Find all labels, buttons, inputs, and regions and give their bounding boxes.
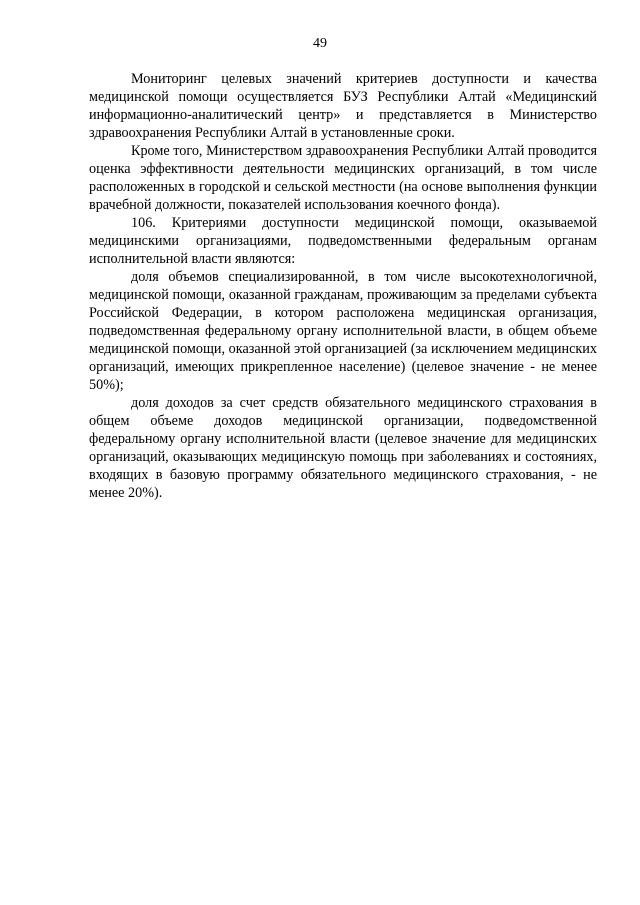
paragraph-criterion-insurance-income: доля доходов за счет средств обязательного медицинского страхования в общем объеме доходов медицинской организации, подведомственной федеральному органу исполнительной власти (целевое значение для медицинских организаций, оказывающих медицинскую помощь при заболеваниях и состояниях, входящих в базовую программу обязательного медицинского страхования, - не менее 20%). bbox=[89, 395, 597, 501]
paragraph-monitoring: Мониторинг целевых значений критериев доступности и качества медицинской помощи осуществляется БУЗ Республики Алтай «Медицинский информационно-аналитический центр» и представляется в Министерство здравоохранения Республики Алтай в установленные сроки. bbox=[89, 71, 597, 141]
paragraph-criterion-specialized-care: доля объемов специализированной, в том числе высокотехнологичной, медицинской помощи, оказанной гражданам, проживающим за пределами субъекта Российской Федерации, в котором расположена медицинская организация, подведомственная федеральному органу исполнительной власти, в общем объеме медицинской помощи, оказанной этой организацией (за исключением медицинских организаций, имеющих прикрепленное население) (целевое значение - не менее 50%); bbox=[89, 269, 597, 393]
document-body bbox=[89, 70, 597, 502]
paragraph-efficiency-assessment: Кроме того, Министерством здравоохранения Республики Алтай проводится оценка эффективности деятельности медицинских организаций, в том числе расположенных в городской и сельской местности (на основе выполнения функции врачебной должности, показателей использования коечного фонда). bbox=[89, 143, 597, 213]
paragraph-criteria-intro: 106. Критериями доступности медицинской помощи, оказываемой медицинскими организациями, подведомственными федеральным органам исполнительной власти являются: bbox=[89, 215, 597, 267]
page-number: 49 bbox=[313, 36, 327, 51]
